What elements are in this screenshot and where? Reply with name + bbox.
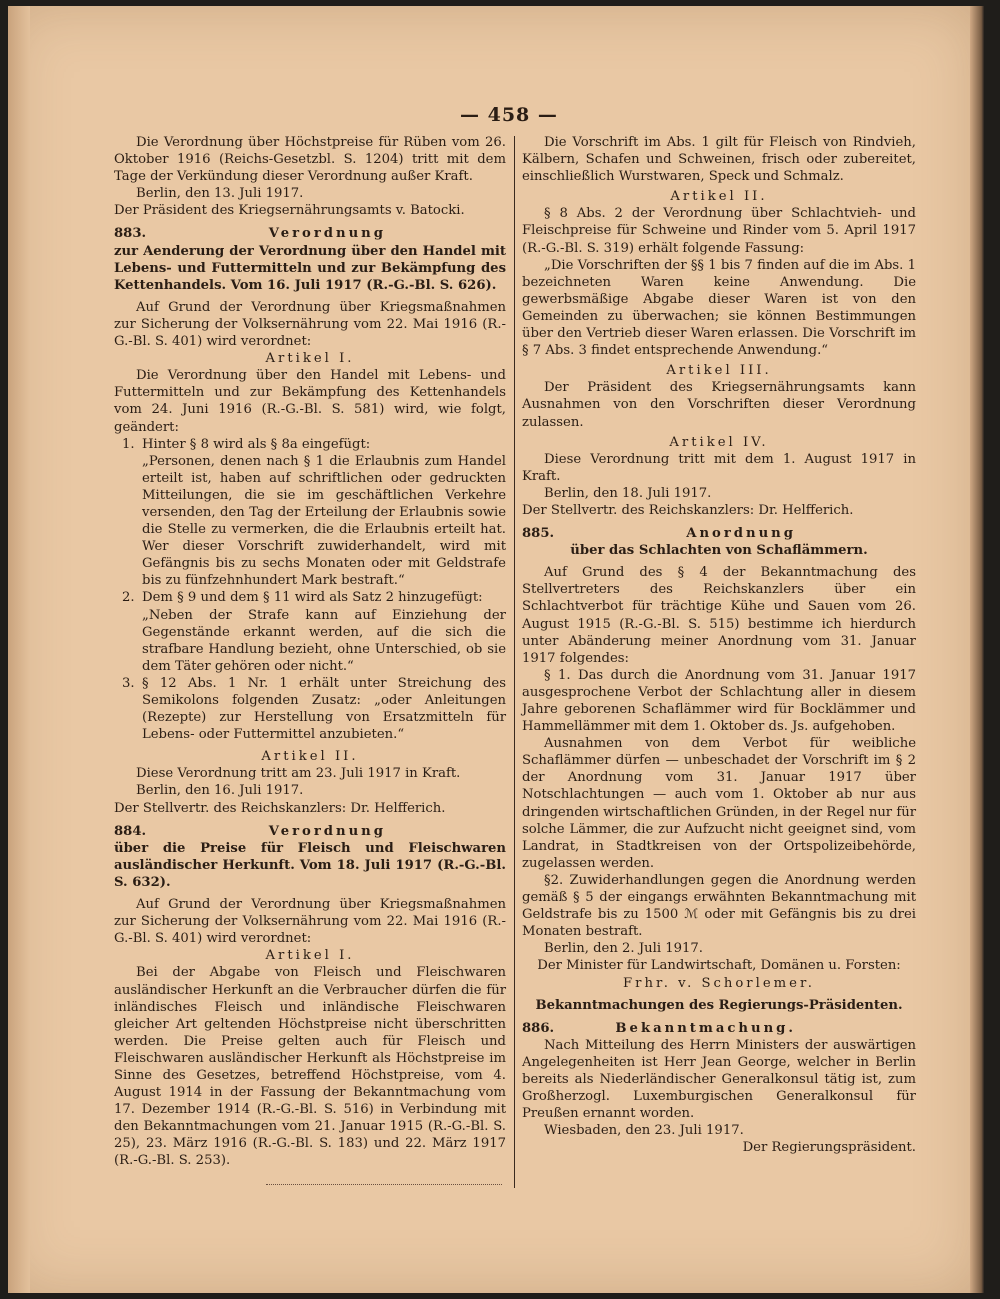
article-heading: Artikel IV.: [669, 434, 769, 450]
section-title: Verordnung: [268, 226, 386, 242]
column-divider: [514, 136, 515, 1188]
quotation: „Die Vorschriften der §§ 1 bis 7 finden auf die im Abs. 1 bezeichneten Waren keine Anwendung. Die gewerbsmäßige Abgabe dieser Waren ist von den Gemeinden zu überwachen; sie können Bestimmungen über den Vertrieb dieser Waren erlassen. Die Vorschrift im § 7 Abs. 3 findet entsprechende Anwendung.“: [522, 257, 916, 359]
list-text: § 12 Abs. 1 Nr. 1 erhält unter Streichung des Semikolons folgenden Zusatz: „oder Anleitungen (Rezepte) zur Herstellung von Ersatzmitteln für Lebens- oder Futtermittel anzubieten.“: [142, 675, 506, 743]
article-heading: Artikel I.: [265, 948, 355, 964]
section-subtitle: über die Preise für Fleisch und Fleischwaren ausländischer Herkunft. Vom 18. Juli 1917 (R.-G.-Bl. S. 632).: [114, 840, 506, 890]
paragraph: Bei der Abgabe von Fleisch und Fleischwaren ausländischer Herkunft an die Verbraucher dürfen die für inländisches Fleisch und inländische Fleischwaren gleicher Art geltenden Höchstpreise nicht überschritten werden. Die Preise gelten auch für Fleisch und Fleischwaren ausländischer Herkunft als Höchstpreise im Sinne des Gesetzes, betreffend Höchstpreise, vom 4. August 1914 in der Fassung der Bekanntmachung vom 17. Dezember 1914 (R.-G.-Bl. S. 516) in Verbindung mit den Bekanntmachungen vom 21. Januar 1915 (R.-G.-Bl. S. 25), 23. März 1916 (R.-G.-Bl. S. 183) und 22. März 1917 (R.-G.-Bl. S. 253).: [114, 965, 506, 1169]
signature-title: Der Minister für Landwirtschaft, Domänen u. Forsten:: [537, 958, 901, 974]
paragraph: Auf Grund der Verordnung über Kriegsmaßnahmen zur Sicherung der Volksernährung vom 22. Mai 1916 (R.-G.-Bl. S. 401) wird verordnet:: [114, 897, 506, 947]
list-item: [114, 436, 506, 453]
paragraph: Diese Verordnung tritt am 23. Juli 1917 in Kraft.: [136, 766, 461, 782]
list-number: 3.: [122, 675, 135, 691]
paragraph: Die Verordnung über Höchstpreise für Rüben vom 26. Oktober 1916 (Reichs-Gesetzbl. S. 1204) tritt mit dem Tage der Verkündung dieser Verordnung außer Kraft.: [114, 135, 506, 185]
signature: Der Regierungspräsident.: [742, 1140, 916, 1156]
list-item: [114, 589, 506, 606]
paragraph: Auf Grund des § 4 der Bekanntmachung des Stellvertreters des Reichskanzlers über ein Schlachtverbot für trächtige Kühe und Sauen vom 26. August 1915 (R.-G.-Bl. S. 515) bestimme ich hierdurch unter Abänderung meiner Anordnung vom 31. Januar 1917 folgendes:: [522, 565, 916, 666]
list-number: 1.: [122, 436, 135, 452]
section-header: [114, 225, 506, 242]
article-heading: Artikel III.: [666, 363, 772, 379]
section-title: Bekanntmachung.: [615, 1020, 796, 1036]
paragraph: Auf Grund der Verordnung über Kriegsmaßnahmen zur Sicherung der Volksernährung vom 22. Mai 1916 (R.-G.-Bl. S. 401) wird verordnet:: [114, 299, 506, 350]
signature: Der Präsident des Kriegsernährungsamts v. Batocki.: [114, 203, 465, 219]
section-title: Anordnung: [686, 526, 796, 542]
section-number: 885.: [522, 526, 555, 542]
article-heading: Artikel II.: [261, 749, 359, 765]
place-date: Berlin, den 18. Juli 1917.: [544, 485, 712, 501]
right-column: [522, 134, 916, 1156]
document-page: [8, 6, 976, 1293]
book-spine: [8, 6, 30, 1293]
paragraph: §2. Zuwiderhandlungen gegen die Anordnung werden gemäß § 5 der eingangs erwähnten Bekanntmachung mit Geldstrafe bis zu 1500 ℳ oder mit Gefängnis bis zu drei Monaten bestraft.: [522, 872, 916, 940]
place-date: Berlin, den 16. Juli 1917.: [136, 783, 304, 799]
place-date: Berlin, den 2. Juli 1917.: [544, 941, 703, 957]
section-heading: Bekanntmachungen des Regierungs-Präsidenten.: [535, 997, 903, 1013]
page-number: — 458 —: [460, 104, 558, 126]
list-number: 2.: [122, 590, 135, 606]
paragraph: § 1. Das durch die Anordnung vom 31. Januar 1917 ausgesprochene Verbot der Schlachtung aller in diesem Jahre geborenen Schaflämmer wird für Bocklämmer und Hammellämmer mit dem 1. Oktober ds. Js. aufgehoben.: [522, 667, 916, 735]
page-edge: [970, 6, 984, 1293]
paragraph: Ausnahmen von dem Verbot für weibliche Schaflämmer dürfen — unbeschadet der Vorschrift im § 2 der Anordnung vom 31. Januar 1917 über Notschlachtungen — auch vom 1. Oktober ab nur aus dringenden wirtschaftlichen Gründen, in der Regel nur für solche Lämmer, die zur Aufzucht nicht geeignet sind, vom Landrat, in Stadtkreisen von der Ortspolizeibehörde, zugelassen werden.: [522, 736, 916, 871]
section-header: [522, 525, 916, 542]
paragraph: Die Vorschrift im Abs. 1 gilt für Fleisch von Rindvieh, Kälbern, Schafen und Schweinen, frisch oder zubereitet, einschließlich Wurstwaren, Speck und Schmalz.: [522, 135, 916, 185]
place-date: Berlin, den 13. Juli 1917.: [136, 186, 304, 202]
section-title: Verordnung: [268, 823, 386, 839]
section-number: 883.: [114, 226, 147, 242]
paragraph: § 8 Abs. 2 der Verordnung über Schlachtvieh- und Fleischpreise für Schweine und Rinder vom 5. April 1917 (R.-G.-Bl. S. 319) erhält folgende Fassung:: [522, 206, 916, 256]
signature: Der Stellvertr. des Reichskanzlers: Dr. Helfferich.: [522, 502, 854, 518]
section-header: [522, 1020, 916, 1037]
article-heading: Artikel I.: [265, 351, 355, 367]
paragraph: Der Präsident des Kriegsernährungsamts kann Ausnahmen von den Vorschriften dieser Verordnung zulassen.: [522, 380, 916, 430]
list-text: Dem § 9 und dem § 11 wird als Satz 2 hinzugefügt:: [142, 590, 483, 606]
dotted-rule: [266, 1184, 502, 1186]
quotation: „Personen, denen nach § 1 die Erlaubnis zum Handel erteilt ist, haben auf schriftlichen oder gedruckten Mitteilungen, die sie im geschäftlichen Verkehre versenden, den Tag der Erteilung der Erlaubnis sowie die Stelle zu vermerken, die die Erlaubnis erteilt hat. Wer dieser Vorschrift zuwiderhandelt, wird mit Gefängnis bis zu sechs Monaten oder mit Geldstrafe bis zu fünfzehnhundert Mark bestraft.“: [142, 453, 506, 589]
signature: Frhr. v. Schorlemer.: [623, 975, 815, 991]
quotation: „Neben der Strafe kann auf Einziehung der Gegenstände erkannt werden, auf die sich die strafbare Handlung bezieht, ohne Unterschied, ob sie dem Täter gehören oder nicht.“: [142, 607, 506, 674]
paragraph: Nach Mitteilung des Herrn Ministers der auswärtigen Angelegenheiten ist Herr Jean George, welcher in Berlin bereits als Niederländischer Generalkonsul tätig ist, zum Großherzogl. Luxemburgischen Generalkonsul für Preußen ernannt worden.: [522, 1037, 916, 1122]
list-text: Hinter § 8 wird als § 8a eingefügt:: [142, 436, 371, 452]
left-column: [114, 134, 506, 1170]
section-subtitle: über das Schlachten von Schaflämmern.: [570, 543, 868, 559]
section-subtitle: zur Aenderung der Verordnung über den Handel mit Lebens- und Futtermitteln und zur Bekämpfung des Kettenhandels. Vom 16. Juli 1917 (R.-G.-Bl. S. 626).: [114, 243, 506, 293]
section-header: [114, 823, 506, 840]
section-number: 886.: [522, 1020, 555, 1036]
section-number: 884.: [114, 823, 147, 839]
paragraph: Die Verordnung über den Handel mit Lebens- und Futtermitteln und zur Bekämpfung des Kettenhandels vom 24. Juni 1916 (R.-G.-Bl. S. 581) wird, wie folgt, geändert:: [114, 368, 506, 435]
paragraph: Diese Verordnung tritt mit dem 1. August 1917 in Kraft.: [522, 451, 916, 484]
article-heading: Artikel II.: [670, 189, 768, 205]
list-item: [114, 675, 506, 743]
signature: Der Stellvertr. des Reichskanzlers: Dr. Helfferich.: [114, 800, 446, 816]
place-date: Wiesbaden, den 23. Juli 1917.: [544, 1123, 744, 1139]
